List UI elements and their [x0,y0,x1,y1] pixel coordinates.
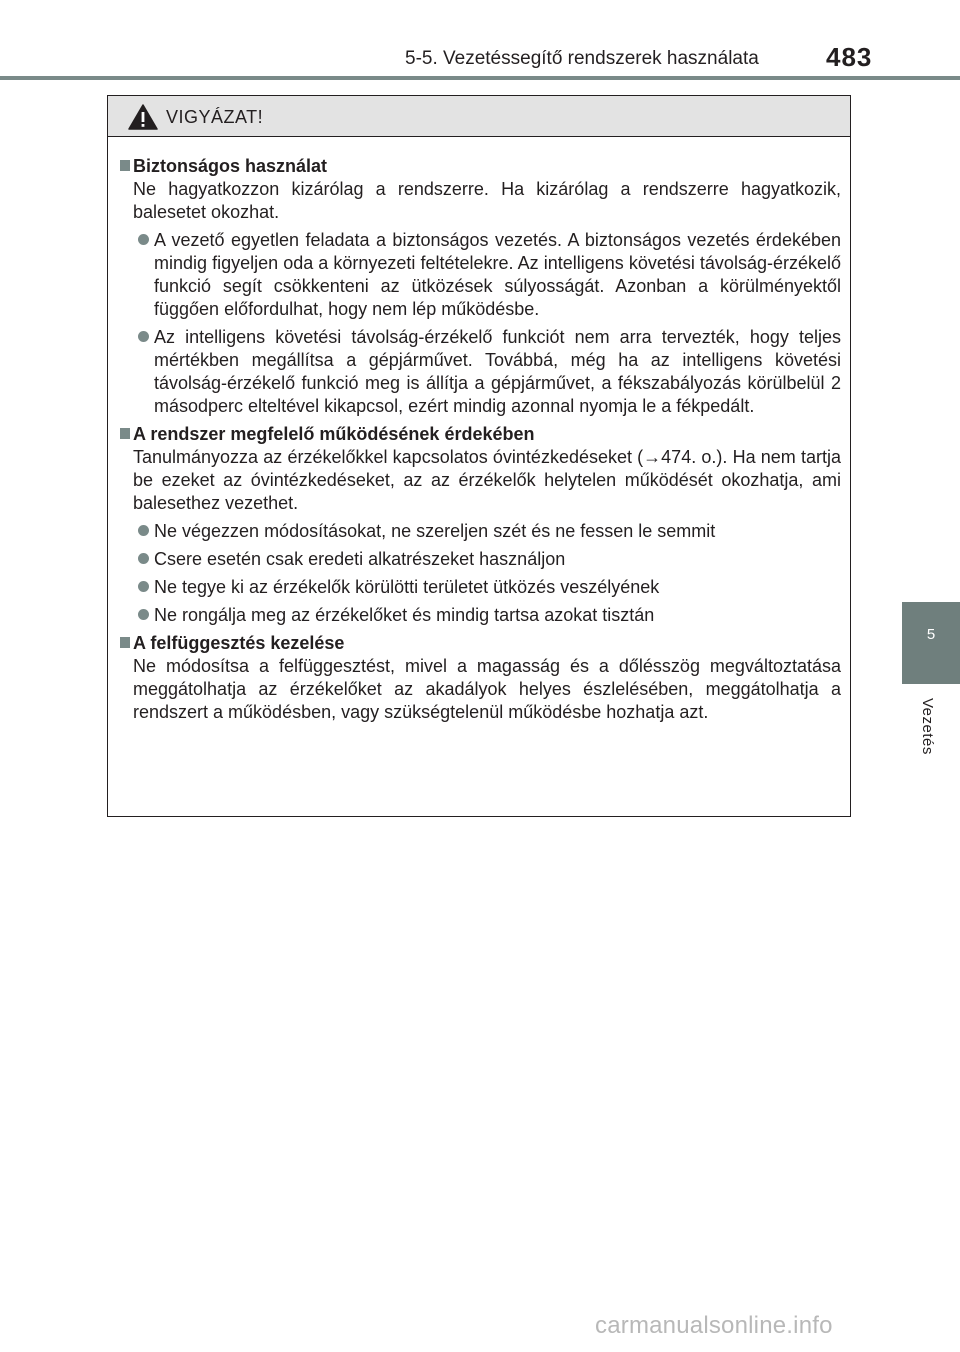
bullet-dot-icon [138,331,149,342]
section-text-safe-use: Ne hagyatkozzon kizárólag a rendszerre. Ha kizárólag a rendszerre hagyatkozik, balesetet okozhat. [133,179,841,222]
warning-header [108,96,850,137]
page-number: 483 [826,42,873,72]
section-text-suspension: Ne módosítsa a felfüggesztést, mivel a magasság és a dőlésszög megváltoztatása meggátolhatja az érzékelőket az akadályok helyes észlelésében, meggátolhatja a rendszert a működésben, vagy szükségtelenül működésbe hozhatja azt. [133,656,841,722]
chapter-tab [902,602,960,684]
watermark: carmanualsonline.info [595,1312,833,1339]
warning-box [107,95,851,817]
warning-body [108,137,850,724]
section-square-icon [120,637,130,648]
bullet-item: Ne rongálja meg az érzékelőket és mindig tartsa azokat tisztán [120,604,841,627]
section-square-icon [120,160,130,171]
bullet-item: Csere esetén csak eredeti alkatrészeket használjon [120,548,841,571]
chapter-tab-number: 5 [926,626,936,643]
section-heading-proper-operation: A rendszer megfelelő működésének érdekében [120,423,841,446]
section-text-proper-operation: Tanulmányozza az érzékelőkkel kapcsolatos óvintézkedéseket (→474. o.). Ha nem tartja be ezeket az óvintézkedéseket, az az érzékelők helytelen működését okozhatja, ami balesethez vezethet. [133,447,841,513]
chapter-tab-label: Vezetés [919,698,936,755]
header-title: 5-5. Vezetéssegítő rendszerek használata [405,48,759,69]
bullet-item: A vezető egyetlen feladata a biztonságos vezetés. A biztonságos vezetés érdekében mindig figyeljen oda a környezeti feltételekre. Az intelligens követési távolság-érzékelő funkció segít csökkenteni az ütközések súlyosságát. Azonban a körülményektől függően előfordulhat, hogy nem lép működésbe. [120,229,841,321]
section-heading-safe-use: Biztonságos használat [120,155,841,178]
bullet-item: Ne tegye ki az érzékelők körülötti területet ütközés veszélyének [120,576,841,599]
bullet-item: Az intelligens követési távolság-érzékelő funkciót nem arra tervezték, hogy teljes mértékben megállítsa a gépjárművet. Továbbá, még ha az intelligens követési távolság-érzékelő funkció meg is állítja a gépjárművet, a fékszabályozás körülbelül 2 másodperc elteltével kikapcsol, ezért mindig azonnal nyomja le a fékpedált. [120,326,841,418]
bullet-dot-icon [138,581,149,592]
section-square-icon [120,428,130,439]
bullet-dot-icon [138,553,149,564]
bullet-dot-icon [138,525,149,536]
warning-title: VIGYÁZAT! [166,107,264,127]
bullet-item: Ne végezzen módosításokat, ne szereljen szét és ne fessen le semmit [120,520,841,543]
bullet-dot-icon [138,234,149,245]
bullet-dot-icon [138,609,149,620]
section-heading-suspension: A felfüggesztés kezelése [120,632,841,655]
header-divider [0,76,960,80]
warning-triangle-icon [128,104,158,130]
